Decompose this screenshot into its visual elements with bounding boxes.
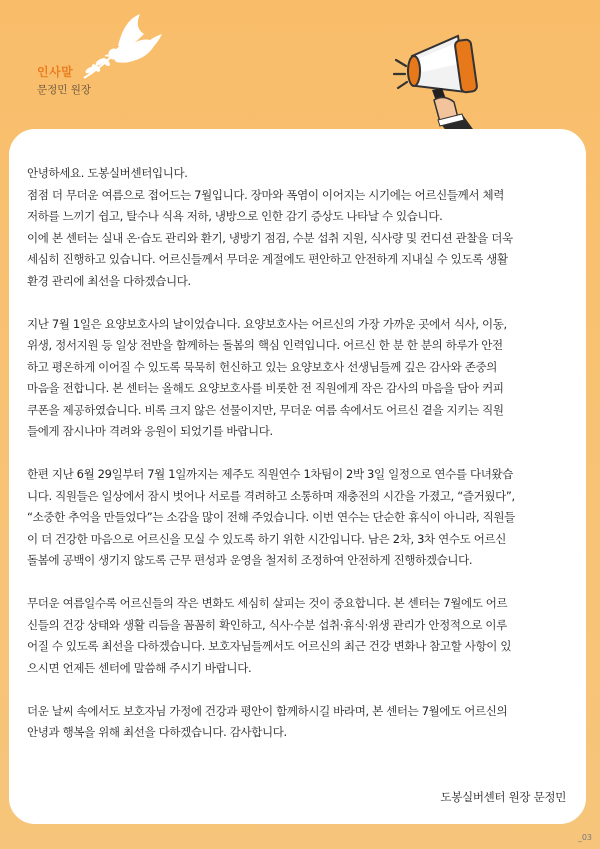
letter-line: 더운 날씨 속에서도 보호자님 가정에 건강과 평안이 함께하시길 바라며, 본 센터는 7월에도 어르신의 xyxy=(27,703,508,718)
letter-line: 어질 수 있도록 최선을 다하겠습니다. 보호자님들께서도 어르신의 최근 건강 변화나 참고할 사항이 있 xyxy=(27,639,512,653)
megaphone-icon xyxy=(392,26,496,136)
dove-icon xyxy=(78,12,164,84)
author-name: 문정민 원장 xyxy=(37,84,92,96)
letter-line: 니다. 직원들은 일상에서 잠시 벗어나 서로를 격려하고 소통하며 재충전의 시간을 가졌고, “즐거웠다”, xyxy=(27,488,515,503)
letter-line: 으시면 언제든 센터에 말씀해 주시기 바랍니다. xyxy=(27,660,252,675)
page-number: _03 xyxy=(577,833,592,842)
letter-line: 세심히 진행하고 있습니다. 어르신들께서 무더운 계절에도 편안하고 안전하게 지내실 수 있도록 생활 xyxy=(27,252,508,266)
paragraph-gap xyxy=(27,679,583,701)
signature: 도봉실버센터 원장 문정민 xyxy=(440,790,566,804)
paragraph-gap xyxy=(27,443,583,465)
letter-body xyxy=(27,163,583,744)
letter-line: 들에게 잠시나마 격려와 응원이 되었기를 바랍니다. xyxy=(27,424,273,438)
letter-line: 돌봄에 공백이 생기지 않도록 근무 편성과 운영을 철저히 조정하여 안전하게 진행하겠습니다. xyxy=(27,553,473,567)
letter-line: “소중한 추억을 만들었다”는 소감을 많이 전해 주었습니다. 이번 연수는 단순한 휴식이 아니라, 직원들 xyxy=(27,510,515,524)
letter-line: 한편 지난 6월 29일부터 7월 1일까지는 제주도 직원연수 1차팀이 2박 3일 일정으로 연수를 다녀왔습 xyxy=(27,467,514,481)
letter-line: 위생, 정서지원 등 일상 전반을 함께하는 돌봄의 핵심 인력입니다. 어르신 한 분 한 분의 하루가 안전 xyxy=(27,338,503,352)
letter-line: 이에 본 센터는 실내 온·습도 관리와 환기, 냉방기 점검, 수분 섭취 지원, 식사량 및 컨디션 관찰을 더욱 xyxy=(27,230,513,245)
letter-line: 하고 평온하게 이어질 수 있도록 묵묵히 헌신하고 있는 요양보호사 선생님들께 깊은 감사와 존중의 xyxy=(27,359,498,374)
letter-line: 안녕하세요. 도봉실버센터입니다. xyxy=(27,166,188,180)
letter-line: 지난 7월 1일은 요양보호사의 날이었습니다. 요양보호사는 어르신의 가장 가까운 곳에서 식사, 이동, xyxy=(27,316,507,331)
letter-line: 무더운 여름일수록 어르신들의 작은 변화도 세심히 살피는 것이 중요합니다. 본 센터는 7월에도 어르 xyxy=(27,596,508,610)
letter-line: 이 더 건강한 마음으로 어르신을 모실 수 있도록 하기 위한 시간입니다. 남은 2차, 3차 연수도 어르신 xyxy=(27,531,506,546)
letter-line: 환경 관리에 최선을 다하겠습니다. xyxy=(27,273,191,288)
letter-line: 저하를 느끼기 쉽고, 탈수나 식욕 저하, 냉방으로 인한 감기 증상도 나타날 수 있습니다. xyxy=(27,209,443,223)
letter-line: 쿠폰을 제공하였습니다. 비록 크지 않은 선물이지만, 무더운 여름 속에서도 어르신 곁을 지키는 직원 xyxy=(27,402,504,417)
letter-line: 마음을 전합니다. 본 센터는 올해도 요양보호사를 비롯한 전 직원에게 작은 감사의 마음을 담아 커피 xyxy=(27,381,504,395)
letter-line: 안녕과 행복을 위해 최선을 다하겠습니다. 감사합니다. xyxy=(27,725,287,739)
letter-line: 점점 더 무더운 여름으로 접어드는 7월입니다. 장마와 폭염이 이어지는 시기에는 어르신들께서 체력 xyxy=(27,187,504,202)
paragraph-gap xyxy=(27,292,583,314)
letter-line: 신들의 건강 상태와 생활 리듬을 꼼꼼히 확인하고, 식사·수분 섭취·휴식·위생 관리가 안정적으로 이루 xyxy=(27,617,507,632)
paragraph-gap xyxy=(27,572,583,594)
page-title: 인사말 xyxy=(37,65,74,79)
